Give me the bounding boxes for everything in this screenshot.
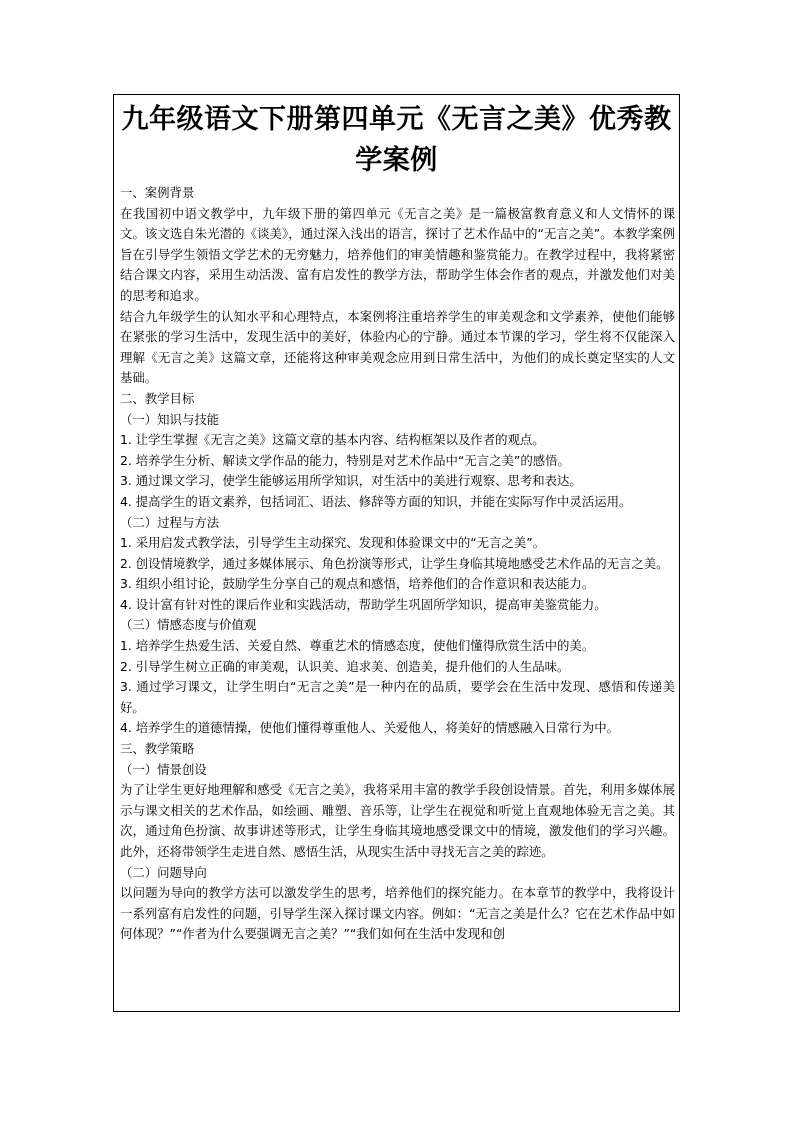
paragraph: 1. 采用启发式教学法，引导学生主动探究、发现和体验课文中的“无言之美”。 (120, 535, 546, 551)
section-heading: 三、教学策略 (120, 741, 195, 757)
paragraph: 2. 培养学生分析、解读文学作品的能力，特别是对艺术作品中“无言之美”的感悟。 (120, 452, 570, 468)
paragraph: 1. 让学生掌握《无言之美》这篇文章的基本内容、结构框架以及作者的观点。 (120, 432, 545, 448)
paragraph: 4. 培养学生的道德情操，使他们懂得尊重他人、关爱他人，将美好的情感融入日常行为中。 (120, 720, 619, 736)
subsection-heading: （一）知识与技能 (120, 411, 220, 427)
paragraph: 3. 通过学习课文，让学生明白“无言之美”是一种内在的品质，要学会在生活中发现、感悟和传递美好。 (120, 679, 675, 715)
paragraph: 2. 创设情境教学，通过多媒体展示、角色扮演等形式，让学生身临其境地感受艺术作品的无言之美。 (120, 555, 669, 571)
paragraph: 2. 引导学生树立正确的审美观，认识美、追求美、创造美，提升他们的人生品味。 (120, 658, 570, 674)
document-title: 九年级语文下册第四单元《无言之美》优秀教学案例 (121, 104, 672, 176)
document-page (113, 94, 680, 1012)
subsection-heading: （三）情感态度与价值观 (120, 617, 257, 633)
subsection-heading: （一）情景创设 (120, 761, 207, 777)
paragraph: 4. 提高学生的语文素养，包括词汇、语法、修辞等方面的知识，并能在实际写作中灵活运用。 (120, 493, 632, 509)
paragraph: 1. 培养学生热爱生活、关爱自然、尊重艺术的情感态度，使他们懂得欣赏生活中的美。 (120, 638, 595, 654)
paragraph: 以问题为导向的教学方法可以激发学生的思考，培养他们的探究能力。在本章节的教学中，我将设计一系列富有启发性的问题，引导学生深入探讨课文内容。例如：“无言之美是什么？它在艺术作品中如何体现？”“作者为什么要强调无言之美？”“我们如何在生活中发现和创 (120, 885, 675, 942)
section-heading: 二、教学目标 (120, 390, 195, 406)
section-heading: 一、案例背景 (120, 185, 195, 200)
subsection-heading: （二）问题导向 (120, 864, 207, 880)
subsection-heading: （二）过程与方法 (120, 514, 220, 530)
paragraph: 结合九年级学生的认知水平和心理特点，本案例将注重培养学生的审美观念和文学素养，使他们能够在紧张的学习生活中，发现生活中的美好，体验内心的宁静。通过本节课的学习，学生将不仅能深入理解《无言之美》这篇文章，还能将这种审美观念应用到日常生活中，为他们的成长奠定坚实的人文基础。 (120, 308, 675, 386)
paragraph: 4. 设计富有针对性的课后作业和实践活动，帮助学生巩固所学知识，提高审美鉴赏能力。 (120, 596, 607, 612)
paragraph: 在我国初中语文教学中，九年级下册的第四单元《无言之美》是一篇极富教育意义和人文情怀的课文。该文选自朱光潜的《谈美》，通过深入浅出的语言，探讨了艺术作品中的“无言之美”。本教学案例旨在引导学生领悟文学艺术的无穷魅力，培养他们的审美情趣和鉴赏能力。在教学过程中，我将紧密结合课文内容，采用生动活泼、富有启发性的教学方法，帮助学生体会作者的观点，并激发他们对美的思考和追求。 (120, 205, 675, 303)
document-body (114, 183, 679, 945)
paragraph: 3. 通过课文学习，使学生能够运用所学知识，对生活中的美进行观察、思考和表达。 (120, 473, 582, 489)
paragraph: 为了让学生更好地理解和感受《无言之美》，我将采用丰富的教学手段创设情景。首先，利用多媒体展示与课文相关的艺术作品，如绘画、雕塑、音乐等，让学生在视觉和听觉上直观地体验无言之美。其次，通过角色扮演、故事讲述等形式，让学生身临其境地感受课文中的情境，激发他们的学习兴趣。此外，还将带领学生走进自然、感悟生活，从现实生活中寻找无言之美的踪迹。 (120, 782, 675, 859)
paragraph: 3. 组织小组讨论，鼓励学生分享自己的观点和感悟，培养他们的合作意识和表达能力。 (120, 576, 595, 592)
